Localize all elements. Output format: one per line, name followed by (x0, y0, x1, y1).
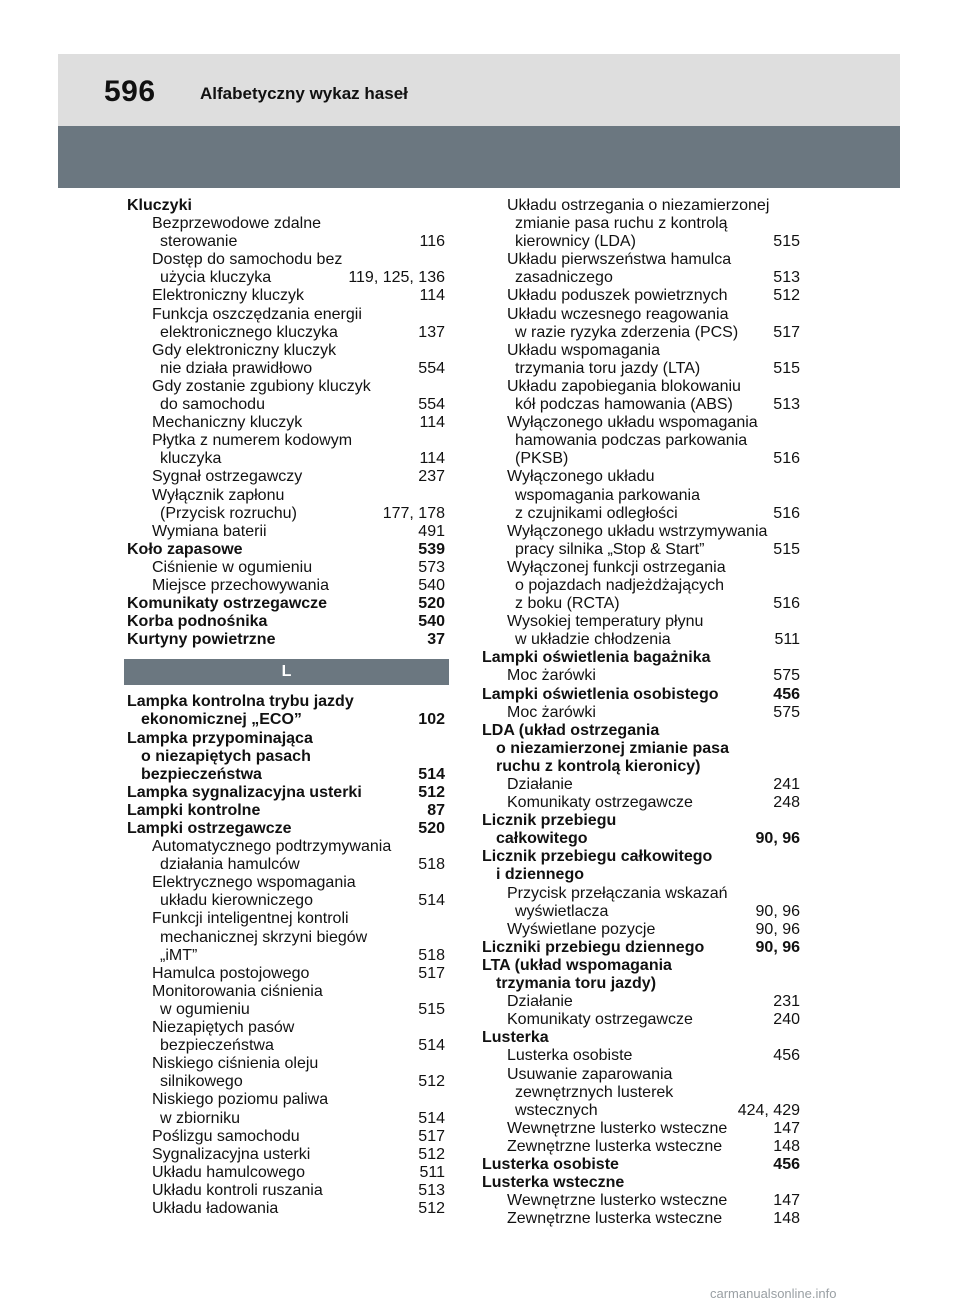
index-entry-text: w ogumieniu (160, 1000, 250, 1018)
index-entry (127, 1037, 445, 1055)
index-entry-text: Dostęp do samochodu bez (152, 251, 343, 269)
index-entry-text: Lampki oświetlenia bagażnika (482, 649, 711, 667)
index-entry-text: do samochodu (160, 396, 265, 414)
index-entry-text: Lusterka osobiste (482, 1155, 619, 1173)
index-entry-page[interactable]: 90, 96 (755, 938, 800, 956)
header-dark-band (58, 126, 900, 188)
index-entry-text: Lampka przypominająca (127, 729, 313, 747)
index-entry-text: Niezapiętych pasów (152, 1019, 295, 1037)
index-entry-page[interactable]: 540 (418, 613, 445, 631)
index-entry-text: Niskiego ciśnienia oleju (152, 1055, 319, 1073)
index-entry (127, 1146, 445, 1164)
index-entry-text: Płytka z numerem kodowym (152, 432, 353, 450)
index-entry-text: ekonomicznej „ECO” (141, 711, 302, 729)
index-entry-page[interactable]: 514 (418, 1109, 445, 1127)
index-entry (127, 487, 445, 505)
index-entry (482, 631, 800, 649)
index-entry-text: mechanicznej skrzyni biegów (160, 928, 368, 946)
index-entry (482, 848, 800, 866)
index-entry-page[interactable]: 491 (418, 522, 445, 540)
index-entry-page[interactable]: 241 (773, 776, 800, 793)
index-entry-page[interactable]: 516 (773, 595, 800, 613)
index-entry-text: w układzie chłodzenia (515, 631, 671, 649)
index-entry-text: Komunikaty ostrzegawcze (507, 794, 693, 812)
index-entry (127, 730, 445, 748)
index-entry-text: Układu ostrzegania o niezamierzonej (507, 197, 770, 214)
index-entry-page[interactable]: 554 (418, 359, 445, 377)
index-entry-page[interactable]: 231 (773, 993, 800, 1011)
index-entry-page[interactable]: 512 (418, 1073, 445, 1091)
index-entry-page[interactable]: 575 (773, 667, 800, 685)
index-entry-text: z boku (RCTA) (515, 595, 620, 613)
index-entry-page[interactable]: 137 (418, 323, 445, 341)
index-entry (482, 1084, 800, 1102)
index-entry (127, 748, 445, 766)
index-entry (127, 820, 445, 838)
index-entry (482, 287, 800, 305)
index-entry (127, 251, 445, 269)
index-entry (127, 802, 445, 820)
index-entry-page[interactable]: 512 (418, 1199, 445, 1217)
index-entry-text: Ciśnienie w ogumieniu (152, 558, 313, 576)
index-entry (127, 396, 445, 414)
index-entry-text: zasadniczego (515, 269, 613, 287)
index-entry (482, 758, 800, 776)
index-entry-page[interactable]: 511 (774, 631, 800, 649)
index-entry-page[interactable]: 147 (773, 1192, 800, 1210)
index-entry-text: Działanie (507, 776, 573, 793)
index-entry-page[interactable]: 511 (419, 1163, 445, 1181)
index-entry-text: Układu zapobiegania blokowaniu (507, 377, 741, 395)
index-entry-text: Elektroniczny kluczyk (152, 287, 305, 305)
index-entry-page[interactable]: 515 (418, 1000, 445, 1018)
index-entry-text: Układu kontroli ruszania (152, 1181, 323, 1199)
index-entry-text: bezpieczeństwa (160, 1037, 274, 1055)
index-entry-text: Elektrycznego wspomagania (152, 874, 356, 892)
index-entry (482, 686, 800, 704)
index-entry-text: Lusterka osobiste (507, 1047, 633, 1065)
index-entry (482, 215, 800, 233)
index-entry (482, 957, 800, 975)
index-entry-text: Wyłączonej funkcji ostrzegania (507, 558, 726, 576)
index-entry-page[interactable]: 114 (419, 450, 445, 468)
index-entry-text: Lampka kontrolna trybu jazdy (127, 693, 354, 711)
index-entry (482, 1156, 800, 1174)
index-entry-text: kluczyka (160, 450, 222, 468)
index-entry-text: Zewnętrzne lusterka wsteczne (507, 1210, 723, 1228)
index-entry (127, 523, 445, 541)
index-entry-page[interactable]: 520 (418, 820, 445, 837)
index-entry-text: w razie ryzyka zderzenia (PCS) (515, 323, 739, 341)
index-entry (482, 704, 800, 722)
index-entry-text: „iMT” (160, 946, 198, 964)
index-entry (482, 505, 800, 523)
index-entry-page[interactable]: 148 (773, 1210, 800, 1228)
index-entry-page[interactable]: 90, 96 (755, 920, 800, 938)
index-entry-page[interactable]: 90, 96 (755, 902, 800, 920)
index-entry-text: Działanie (507, 993, 573, 1011)
index-entry-page[interactable]: 87 (427, 801, 445, 819)
index-entry (482, 1210, 800, 1228)
watermark: carmanualsonline.info (710, 1286, 837, 1301)
index-entry (482, 885, 800, 903)
index-entry (482, 306, 800, 324)
index-entry-page[interactable]: 237 (418, 468, 445, 486)
index-entry (127, 577, 445, 595)
index-entry-page[interactable]: 514 (418, 765, 445, 783)
index-entry (482, 577, 800, 595)
index-entry (482, 487, 800, 505)
index-entry (127, 784, 445, 802)
index-entry-page[interactable]: 119, 125, 136 (348, 269, 445, 287)
index-entry-page[interactable]: 540 (418, 576, 445, 594)
index-entry-text: Lampki kontrolne (127, 801, 261, 819)
index-entry-page[interactable]: 515 (773, 233, 800, 251)
index-entry-page[interactable]: 114 (419, 287, 445, 305)
index-entry-text: działania hamulców (160, 856, 300, 874)
index-entry (127, 838, 445, 856)
index-entry (127, 1055, 445, 1073)
index-entry-text: Monitorowania ciśnienia (152, 982, 323, 1000)
index-entry (482, 324, 800, 342)
index-entry (127, 1164, 445, 1182)
index-entry-text: Zewnętrzne lusterka wsteczne (507, 1137, 723, 1155)
index-entry (127, 1091, 445, 1109)
index-entry-text: Wymiana baterii (152, 522, 267, 540)
index-entry-text: (PKSB) (515, 450, 569, 468)
index-column-left (127, 197, 445, 1218)
index-entry (482, 450, 800, 468)
index-entry (127, 947, 445, 965)
index-column-right (482, 197, 800, 1228)
index-entry-text: LTA (układ wspomagania (482, 956, 672, 974)
index-entry-text: silnikowego (160, 1073, 243, 1091)
index-entry-text: w zbiorniku (160, 1109, 241, 1127)
index-entry (127, 559, 445, 577)
index-entry-text: Układu hamulcowego (152, 1163, 305, 1181)
index-entry (127, 541, 445, 559)
index-entry-page[interactable]: 513 (418, 1181, 445, 1199)
index-entry (482, 559, 800, 577)
index-entry-text: Kurtyny powietrzne (127, 631, 276, 649)
index-entry (482, 613, 800, 631)
index-entry (482, 269, 800, 287)
index-entry-text: Moc żarówki (507, 703, 596, 721)
index-entry (127, 360, 445, 378)
index-entry (127, 505, 445, 523)
index-entry-text: sterowanie (160, 233, 238, 251)
index-entry (127, 324, 445, 342)
index-entry (482, 866, 800, 884)
index-entry-text: Mechaniczny kluczyk (152, 414, 303, 432)
index-entry-text: Hamulca postojowego (152, 964, 310, 982)
index-entry-page[interactable]: 517 (418, 964, 445, 982)
index-entry-text: Wysokiej temperatury płynu (507, 613, 704, 631)
index-entry-text: Wyłączonego układu wspomagania (507, 414, 758, 432)
index-entry-text: całkowitego (496, 830, 588, 848)
index-entry-page[interactable]: 517 (418, 1127, 445, 1145)
index-entry-text: Układu ładowania (152, 1199, 279, 1217)
index-entry (127, 631, 445, 649)
index-entry (482, 523, 800, 541)
index-entry (482, 251, 800, 269)
index-entry-text: trzymania toru jazdy (LTA) (515, 359, 701, 377)
index-entry (127, 892, 445, 910)
index-entry (127, 711, 445, 729)
index-entry-text: Liczniki przebiegu dziennego (482, 938, 705, 956)
index-entry-text: Gdy zostanie zgubiony kluczyk (152, 377, 371, 395)
index-entry (482, 396, 800, 414)
index-entry (127, 856, 445, 874)
index-entry-text: Wyłączonego układu (507, 468, 655, 486)
index-entry-text: Automatycznego podtrzymywania (152, 838, 392, 856)
index-entry (127, 287, 445, 305)
index-entry (127, 595, 445, 613)
index-entry (127, 1019, 445, 1037)
index-entry (127, 693, 445, 711)
index-entry (127, 910, 445, 928)
index-entry-text: Miejsce przechowywania (152, 576, 329, 594)
index-entry-text: Bezprzewodowe zdalne (152, 215, 321, 233)
index-entry-page[interactable]: 518 (418, 856, 445, 874)
index-entry-text: użycia kluczyka (160, 269, 272, 287)
index-entry (127, 450, 445, 468)
index-entry-text: Gdy elektroniczny kluczyk (152, 341, 337, 359)
index-entry-text: o niezamierzonej zmianie pasa (496, 739, 729, 757)
index-entry-text: o pojazdach nadjeżdżających (515, 576, 725, 594)
index-entry-page[interactable]: 516 (773, 504, 800, 522)
index-entry-text: Lusterka wsteczne (482, 1174, 625, 1192)
index-entry-text: Licznik przebiegu (482, 812, 617, 830)
index-entry-page[interactable]: 456 (773, 1155, 800, 1173)
index-entry (482, 667, 800, 685)
index-entry-text: wyświetlacza (515, 902, 609, 920)
index-entry (482, 812, 800, 830)
index-entry (127, 766, 445, 784)
index-group-l (127, 693, 445, 1218)
index-entry-page[interactable]: 512 (773, 287, 800, 305)
index-entry (482, 830, 800, 848)
index-entry (482, 649, 800, 667)
index-entry (482, 468, 800, 486)
index-entry-page[interactable]: 514 (418, 1037, 445, 1055)
index-entry-text: (Przycisk rozruchu) (160, 504, 297, 522)
index-entry-text: Komunikaty ostrzegawcze (507, 1011, 693, 1029)
index-group-k (127, 197, 445, 649)
index-entry (127, 1001, 445, 1019)
index-entry (482, 360, 800, 378)
index-entry-page[interactable]: 539 (418, 540, 445, 558)
index-entry-page[interactable]: 240 (773, 1011, 800, 1029)
index-entry-page[interactable]: 516 (773, 450, 800, 468)
index-entry-text: Funkcja oszczędzania energii (152, 305, 362, 323)
index-entry-page[interactable]: 575 (773, 703, 800, 721)
index-entry (482, 1120, 800, 1138)
index-entry-text: Komunikaty ostrzegawcze (127, 595, 328, 613)
index-entry-page[interactable]: 90, 96 (755, 830, 800, 848)
index-entry-text: Układu pierwszeństwa hamulca (507, 251, 732, 269)
index-entry (127, 215, 445, 233)
index-entry-text: Wyłączonego układu wstrzymywania (507, 522, 768, 540)
index-entry-page[interactable]: 520 (418, 595, 445, 613)
index-entry-text: Lusterka (482, 1029, 549, 1047)
index-entry-text: bezpieczeństwa (141, 765, 262, 783)
index-entry-text: Wyświetlane pozycje (507, 920, 656, 938)
index-entry (482, 595, 800, 613)
index-entry (482, 342, 800, 360)
index-entry (127, 432, 445, 450)
index-entry-text: i dziennego (496, 866, 584, 884)
index-entry (127, 468, 445, 486)
index-entry-text: elektronicznego kluczyka (160, 323, 338, 341)
index-entry (482, 921, 800, 939)
index-entry-page[interactable]: 517 (773, 323, 800, 341)
index-entry (482, 740, 800, 758)
index-entry-page[interactable]: 513 (773, 396, 800, 414)
index-entry-text: o niezapiętych pasach (141, 747, 311, 765)
index-entry-page[interactable]: 512 (418, 1145, 445, 1163)
index-entry-text: Sygnał ostrzegawczy (152, 468, 303, 486)
index-entry-page[interactable]: 554 (418, 396, 445, 414)
index-entry-text: Poślizgu samochodu (152, 1127, 300, 1145)
index-entry (482, 939, 800, 957)
index-entry-text: Układu poduszek powietrznych (507, 287, 728, 305)
index-entry-page[interactable]: 518 (418, 946, 445, 964)
index-entry-text: Funkcji inteligentnej kontroli (152, 910, 349, 928)
index-entry-text: układu kierowniczego (160, 892, 313, 910)
index-entry (127, 874, 445, 892)
index-entry-page[interactable]: 573 (418, 558, 445, 576)
index-entry (127, 414, 445, 432)
index-entry-page[interactable]: 515 (773, 540, 800, 558)
index-entry (482, 414, 800, 432)
index-entry-text: z czujnikami odległości (515, 504, 678, 522)
index-entry-text: Korba podnośnika (127, 613, 268, 631)
index-entry-page[interactable]: 456 (773, 1047, 800, 1065)
index-entry-text: Wewnętrzne lusterko wsteczne (507, 1119, 728, 1137)
section-letter-header: L (124, 659, 449, 685)
index-entry (127, 613, 445, 631)
index-entry-text: Przycisk przełączania wskazań (507, 884, 728, 902)
index-entry (482, 903, 800, 921)
index-entry (127, 1182, 445, 1200)
index-entry (127, 233, 445, 251)
index-entry-text: Sygnalizacyjna usterki (152, 1145, 311, 1163)
index-entry-text: pracy silnika „Stop & Start” (515, 540, 705, 558)
index-entry (482, 1138, 800, 1156)
index-entry-text: wstecznych (515, 1101, 598, 1119)
index-entry-text: ruchu z kontrolą kieronicy) (496, 757, 701, 775)
index-entry (127, 378, 445, 396)
index-entry-text: LDA (układ ostrzegania (482, 721, 660, 739)
index-entry (482, 794, 800, 812)
index-entry-text: Kluczyki (127, 197, 192, 214)
index-entry (127, 197, 445, 215)
index-entry-page[interactable]: 515 (773, 359, 800, 377)
index-entry-page[interactable]: 512 (418, 783, 445, 801)
index-entry (482, 1047, 800, 1065)
index-entry-page[interactable]: 37 (427, 631, 445, 649)
index-entry-text: kierownicy (LDA) (515, 233, 636, 251)
index-entry (127, 929, 445, 947)
index-entry (127, 965, 445, 983)
index-entry (482, 1174, 800, 1192)
index-entry-text: Wewnętrzne lusterko wsteczne (507, 1192, 728, 1210)
index-entry-text: zmianie pasa ruchu z kontrolą (515, 215, 728, 233)
index-entry (127, 269, 445, 287)
index-entry-text: nie działa prawidłowo (160, 359, 313, 377)
index-entry (127, 342, 445, 360)
index-entry-page[interactable]: 424, 429 (737, 1101, 800, 1119)
index-entry (482, 1011, 800, 1029)
index-entry-text: Lampki ostrzegawcze (127, 820, 292, 837)
page-number: 596 (104, 75, 156, 108)
index-entry (127, 306, 445, 324)
index-entry-text: Niskiego poziomu paliwa (152, 1091, 329, 1109)
index-entry (127, 1128, 445, 1146)
index-entry-text: Wyłącznik zapłonu (152, 486, 285, 504)
index-entry (482, 722, 800, 740)
index-entry-text: Lampka sygnalizacyjna usterki (127, 783, 362, 801)
index-entry (127, 983, 445, 1001)
index-entry (127, 1110, 445, 1128)
index-entry-page[interactable]: 248 (773, 794, 800, 812)
index-entry (482, 1029, 800, 1047)
index-entry (482, 1102, 800, 1120)
index-entry (482, 233, 800, 251)
index-entry (482, 197, 800, 215)
index-entry-text: hamowania podczas parkowania (515, 432, 748, 450)
index-entry (482, 975, 800, 993)
index-entry-text: kół podczas hamowania (ABS) (515, 396, 733, 414)
index-entry-text: Licznik przebiegu całkowitego (482, 848, 713, 866)
page-title: Alfabetyczny wykaz haseł (200, 84, 408, 103)
index-entry-text: Moc żarówki (507, 667, 596, 685)
index-entry-text: wspomagania parkowania (515, 486, 700, 504)
header-band (58, 54, 900, 126)
index-entry-page[interactable]: 177, 178 (382, 504, 445, 522)
index-entry-text: Usuwanie zaparowania (507, 1065, 673, 1083)
index-entry-page[interactable]: 114 (419, 414, 445, 432)
index-entry-text: Układu wczesnego reagowania (507, 305, 729, 323)
index-entry-page[interactable]: 513 (773, 269, 800, 287)
index-entry-page[interactable]: 147 (773, 1119, 800, 1137)
index-entry (482, 378, 800, 396)
index-entry (482, 776, 800, 794)
index-entry-text: zewnętrznych lusterek (515, 1083, 674, 1101)
index-entry-page[interactable]: 514 (418, 892, 445, 910)
index-entry (482, 432, 800, 450)
index-entry (482, 993, 800, 1011)
index-entry (127, 1200, 445, 1218)
index-entry (127, 1073, 445, 1091)
index-entry-page[interactable]: 116 (419, 233, 445, 251)
index-entry (482, 1066, 800, 1084)
index-entry-page[interactable]: 148 (773, 1137, 800, 1155)
index-group-l-continued (482, 197, 800, 1228)
index-entry-text: Koło zapasowe (127, 540, 243, 558)
index-entry-page[interactable]: 456 (773, 685, 800, 703)
index-entry (482, 541, 800, 559)
index-entry-text: Lampki oświetlenia osobistego (482, 685, 719, 703)
index-entry-text: Układu wspomagania (507, 341, 660, 359)
index-entry-page[interactable]: 102 (418, 711, 445, 729)
index-entry (482, 1192, 800, 1210)
index-entry-text: trzymania toru jazdy) (496, 975, 657, 993)
